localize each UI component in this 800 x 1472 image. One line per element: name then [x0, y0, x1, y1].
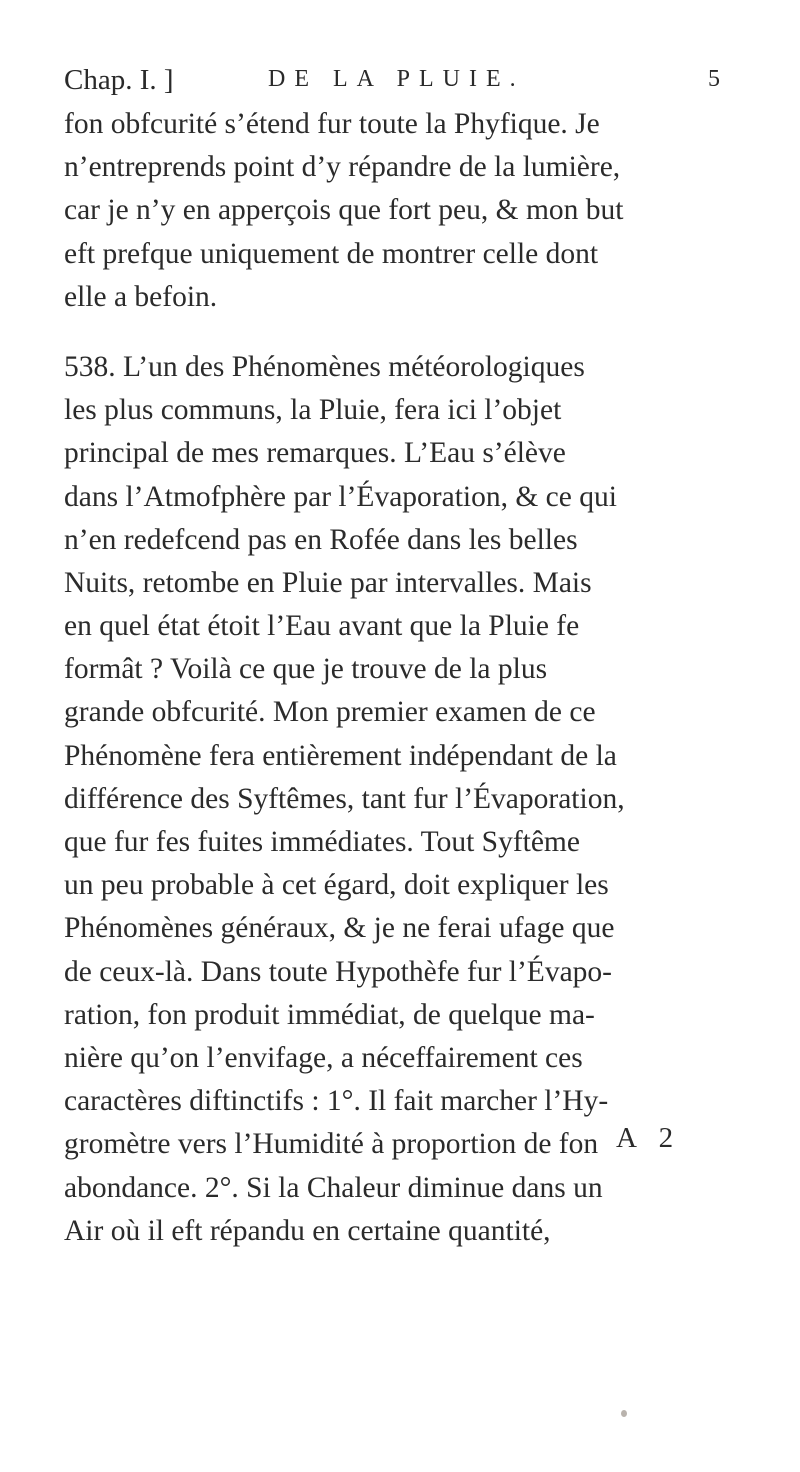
- text-line: caractères diftinctifs : 1°. Il fait marcher l’Hy-: [64, 1085, 609, 1118]
- text-line: que fur fes fuites immédiates. Tout Syftême: [64, 826, 580, 858]
- page-number: 5: [708, 66, 720, 92]
- text-line: un peu probable à cet égard, doit expliquer les: [64, 869, 609, 902]
- text-line: eft prefque uniquement de montrer celle dont: [64, 237, 599, 270]
- text-line: principal de mes remarques. L’Eau s’élève: [64, 437, 566, 470]
- ink-spot: [621, 1410, 627, 1417]
- text-line: dans l’Atmofphère par l’Évaporation, & ce qui: [64, 480, 617, 513]
- text-line: ration, fon produit immédiat, de quelque ma-: [64, 998, 595, 1031]
- running-title: DE LA PLUIE.: [268, 66, 525, 92]
- text-line: car je n’y en apperçois que fort peu, & mon but: [64, 194, 624, 227]
- paragraph-gap: [64, 319, 744, 346]
- page-header: [64, 60, 720, 104]
- text-line: elle a befoin.: [64, 280, 218, 313]
- text-line: fon obfcurité s’étend fur toute la Phyfique. Je: [64, 108, 600, 140]
- text-line: Air où il eft répandu en certaine quantité,: [64, 1214, 551, 1247]
- text-line: de ceux-là. Dans toute Hypothèfe fur l’Évapo-: [64, 955, 612, 988]
- text-line: grande obfcurité. Mon premier examen de ce: [64, 696, 596, 729]
- text-line: formât ? Voilà ce que je trouve de la plus: [64, 653, 548, 686]
- text-line: Phénomène fera entièrement indépendant de la: [64, 739, 617, 772]
- text-line: Nuits, retombe en Pluie par intervalles. Mais: [64, 566, 592, 599]
- text-line: gromètre vers l’Humidité à proportion de fon: [64, 1128, 599, 1161]
- text-line: différence des Syftêmes, tant fur l’Évaporation,: [64, 782, 625, 815]
- text-line: 538. L’un des Phénomènes météorologiques: [64, 350, 585, 383]
- text-line: Phénomènes généraux, & je ne ferai ufage que: [64, 912, 615, 945]
- signature-mark: A 2: [616, 1122, 682, 1154]
- text-line: en quel état étoit l’Eau avant que la Pluie fe: [64, 610, 580, 643]
- body-text: [64, 103, 744, 1253]
- text-line: nière qu’on l’envifage, a néceffairement ces: [64, 1041, 583, 1074]
- text-line: les plus communs, la Pluie, fera ici l’objet: [64, 394, 562, 427]
- chapter-label: Chap. I. ]: [64, 64, 174, 96]
- text-line: n’en redefcend pas en Rofée dans les belles: [64, 523, 578, 556]
- text-line: n’entreprends point d’y répandre de la lumière,: [64, 151, 621, 184]
- text-line: abondance. 2°. Si la Chaleur diminue dans un: [64, 1171, 603, 1204]
